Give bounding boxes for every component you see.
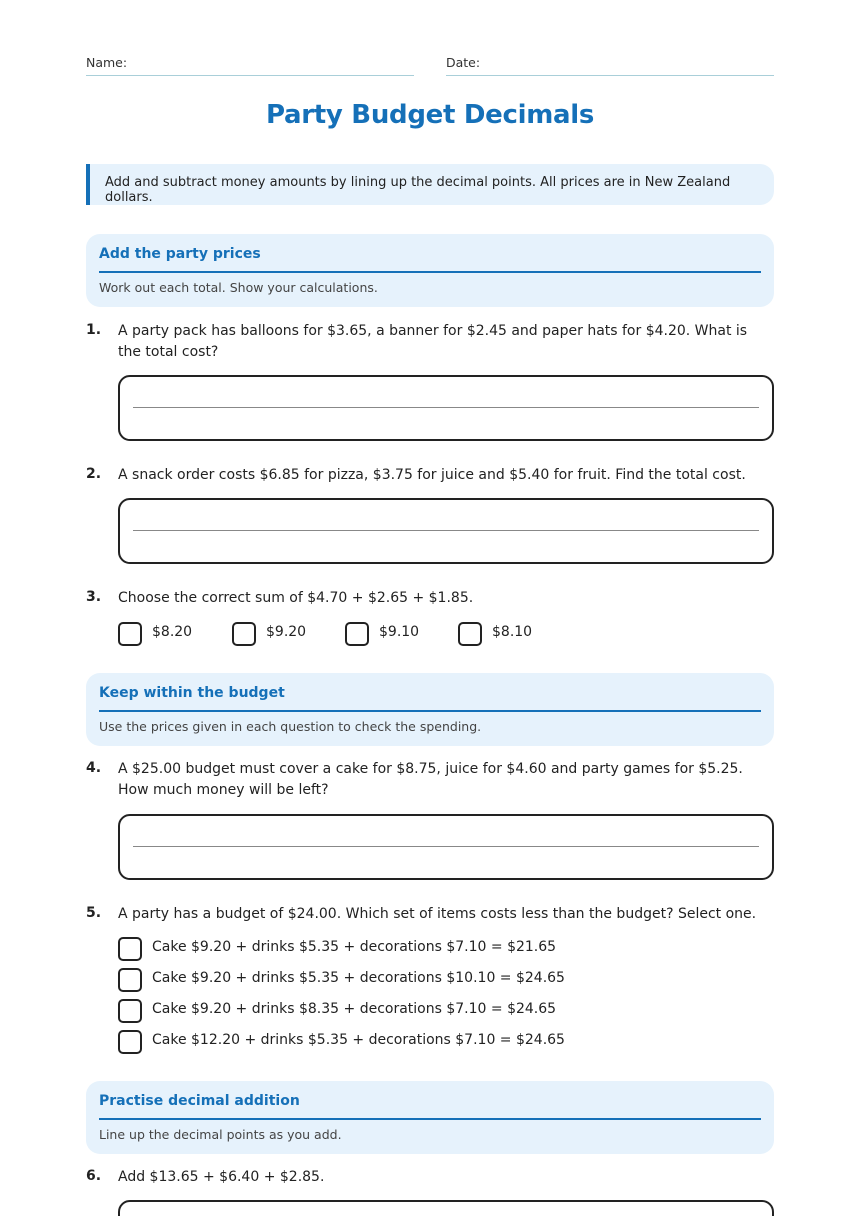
checkbox[interactable] [458,622,482,646]
checkbox[interactable] [118,1030,142,1054]
option-label: $9.20 [266,624,307,640]
option-label: $8.20 [152,624,193,640]
option-label: Cake $9.20 + drinks $8.35 + decorations $7.10 = $24.65 [152,1001,557,1017]
answer-box[interactable] [118,498,774,564]
checkbox[interactable] [118,999,142,1023]
checkbox[interactable] [118,968,142,992]
question-text: A party has a budget of $24.00. Which set of items costs less than the budget? Select one. [118,906,757,922]
question-text: A party pack has balloons for $3.65, a banner for $2.45 and paper hats for $4.20. What is the total cost? [118,323,748,360]
answer-line [133,530,759,531]
name-label: Name: [86,55,128,70]
answer-box[interactable] [118,814,774,880]
question-number: 3. [86,589,102,605]
question-number: 6. [86,1168,102,1184]
checkbox[interactable] [118,622,142,646]
section-subtitle: Line up the decimal points as you add. [99,1127,342,1142]
question-number: 5. [86,905,102,921]
date-field[interactable] [446,55,774,76]
section-title: Practise decimal addition [99,1093,761,1120]
option-label: Cake $9.20 + drinks $5.35 + decorations $10.10 = $24.65 [152,970,565,986]
page-title: Party Budget Decimals [265,100,595,130]
option-label: Cake $12.20 + drinks $5.35 + decorations $7.10 = $24.65 [152,1032,565,1048]
answer-line [133,846,759,847]
section-add-prices [86,234,774,307]
section-title: Add the party prices [99,246,761,273]
option-label: $8.10 [492,624,533,640]
section-title: Keep within the budget [99,685,761,712]
question-text: Add $13.65 + $6.40 + $2.85. [118,1169,325,1185]
question-text: A snack order costs $6.85 for pizza, $3.75 for juice and $5.40 for fruit. Find the total cost. [118,467,746,483]
answer-box[interactable] [118,1200,774,1216]
checkbox[interactable] [232,622,256,646]
question-number: 2. [86,466,102,482]
option-label: $9.10 [379,624,420,640]
date-label: Date: [446,55,481,70]
section-subtitle: Work out each total. Show your calculations. [99,280,378,295]
checkbox[interactable] [345,622,369,646]
question-number: 4. [86,760,102,776]
question-text: A $25.00 budget must cover a cake for $8.75, juice for $4.60 and party games for $5.25. How much money will be left? [118,761,743,798]
section-budget [86,673,774,746]
name-field[interactable] [86,55,414,76]
checkbox[interactable] [118,937,142,961]
question-number: 1. [86,322,102,338]
option-label: Cake $9.20 + drinks $5.35 + decorations $7.10 = $21.65 [152,939,557,955]
intro-callout: Add and subtract money amounts by lining up the decimal points. All prices are in New Zealand dollars. [86,164,774,205]
section-practise [86,1081,774,1154]
answer-line [133,407,759,408]
answer-box[interactable] [118,375,774,441]
question-text: Choose the correct sum of $4.70 + $2.65 + $1.85. [118,590,474,606]
section-subtitle: Use the prices given in each question to check the spending. [99,719,482,734]
